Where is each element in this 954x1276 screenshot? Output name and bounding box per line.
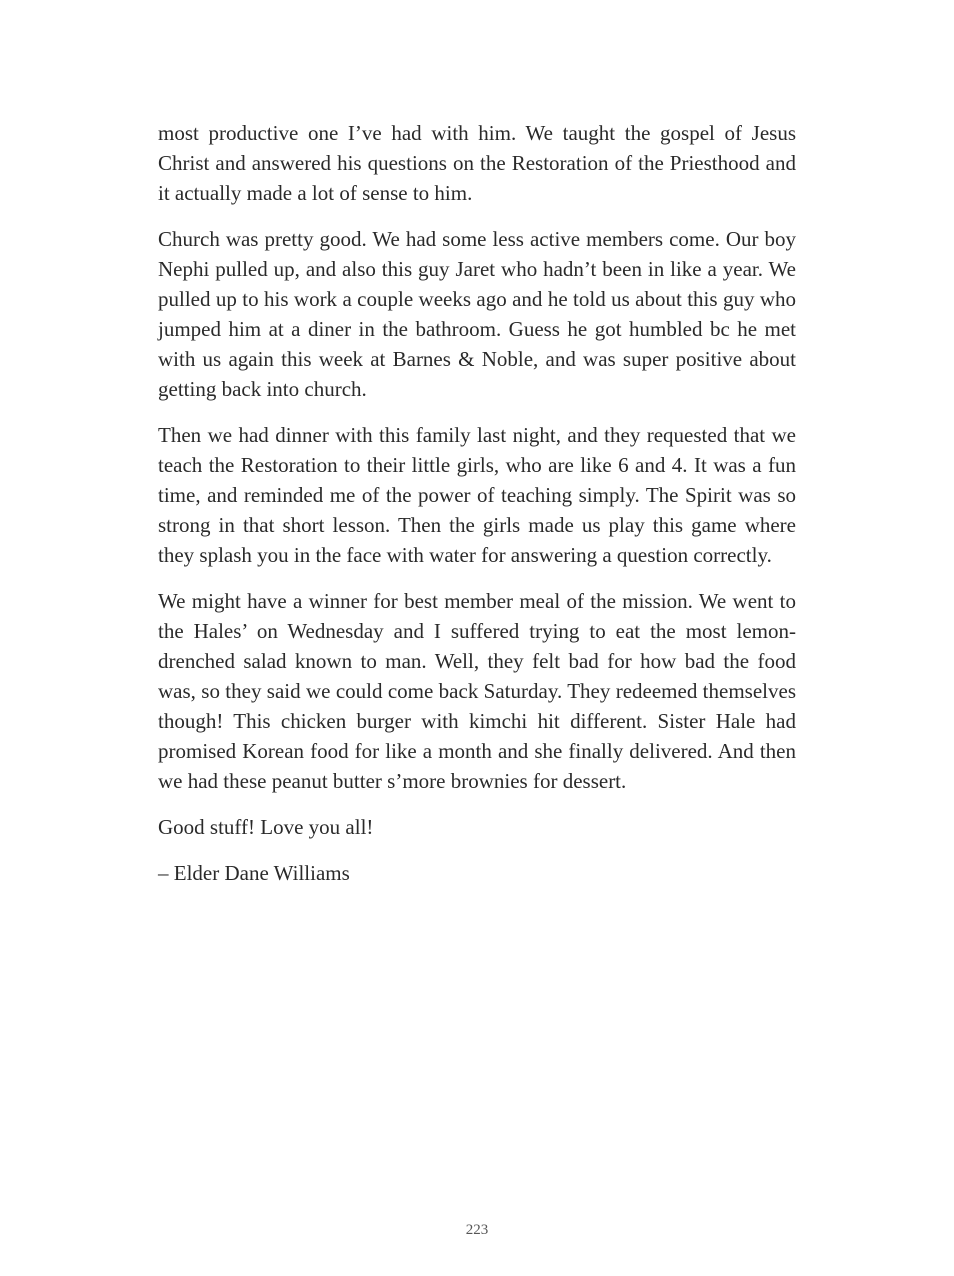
paragraph-1: most productive one I’ve had with him. We taught the gospel of Jesus Christ and answered his questions on the Restoration of the Priesthood and it actually made a lot of sense to him. — [158, 121, 796, 205]
closing-line: Good stuff! Love you all! — [158, 815, 374, 839]
paragraph-3: Then we had dinner with this family last night, and they requested that we teach the Restoration to their little girls, who are like 6 and 4. It was a fun time, and reminded me of the power of teaching simply. The Spirit was so strong in that short lesson. Then the girls made us play this game where they splash you in the face with water for answering a question correctly. — [158, 423, 796, 567]
body-text — [158, 118, 796, 904]
page-number: 223 — [465, 1222, 489, 1238]
paragraph-2: Church was pretty good. We had some less active members come. Our boy Nephi pulled up, and also this guy Jaret who hadn’t been in like a year. We pulled up to his work a couple weeks ago and he told us about this guy who jumped him at a diner in the bathroom. Guess he got humbled bc he met with us again this week at Barnes & Noble, and was super positive about getting back into church. — [158, 227, 796, 401]
signature: – Elder Dane Williams — [158, 861, 350, 885]
paragraph-4: We might have a winner for best member meal of the mission. We went to the Hales’ on Wednesday and I suffered trying to eat the most lemon-drenched salad known to man. Well, they felt bad for how bad the food was, so they said we could come back Saturday. They redeemed themselves though! This chicken burger with kimchi hit different. Sister Hale had promised Korean food for like a month and she finally delivered. And then we had these peanut butter s’more brownies for dessert. — [158, 589, 796, 793]
